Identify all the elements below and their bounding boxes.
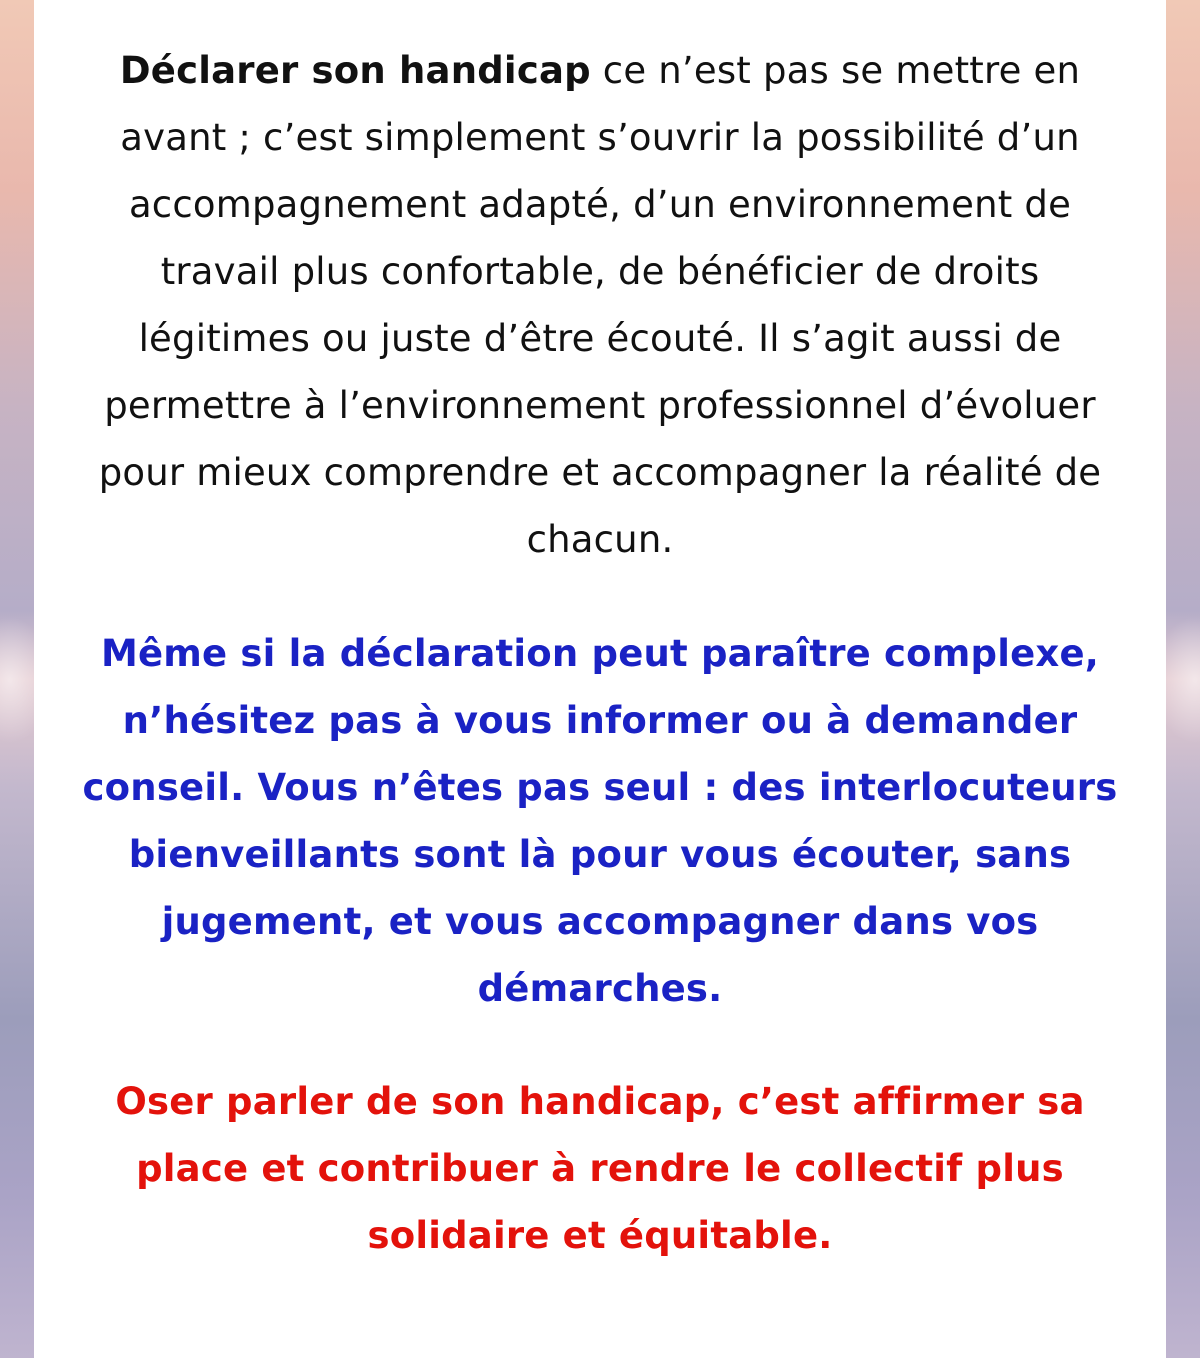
intro-paragraph: [74, 37, 1126, 573]
intro-text: ce n’est pas se mettre en avant ; c’est simplement s’ouvrir la possibilité d’un accompagnement adapté, d’un environnement de travail plus confortable, de bénéficier de droits légitimes ou juste d’être écouté. Il s’agit aussi de permettre à l’environnement professionnel d’évoluer pour mieux comprendre et accompagner la réalité de chacun.: [98, 49, 1102, 561]
content-card: [34, 0, 1166, 1358]
intro-lead-bold: Déclarer son handicap: [119, 49, 591, 92]
background-photo-right: [1166, 0, 1200, 1358]
advice-paragraph: Même si la déclaration peut paraître complexe, n’hésitez pas à vous informer ou à demander conseil. Vous n’êtes pas seul : des interlocuteurs bienveillants sont là pour vous écouter, sans jugement, et vous accompagner dans vos démarches.: [82, 632, 1118, 1010]
closing-paragraph: Oser parler de son handicap, c’est affirmer sa place et contribuer à rendre le collectif plus solidaire et équitable.: [115, 1080, 1085, 1257]
background-photo-left: [0, 0, 34, 1358]
